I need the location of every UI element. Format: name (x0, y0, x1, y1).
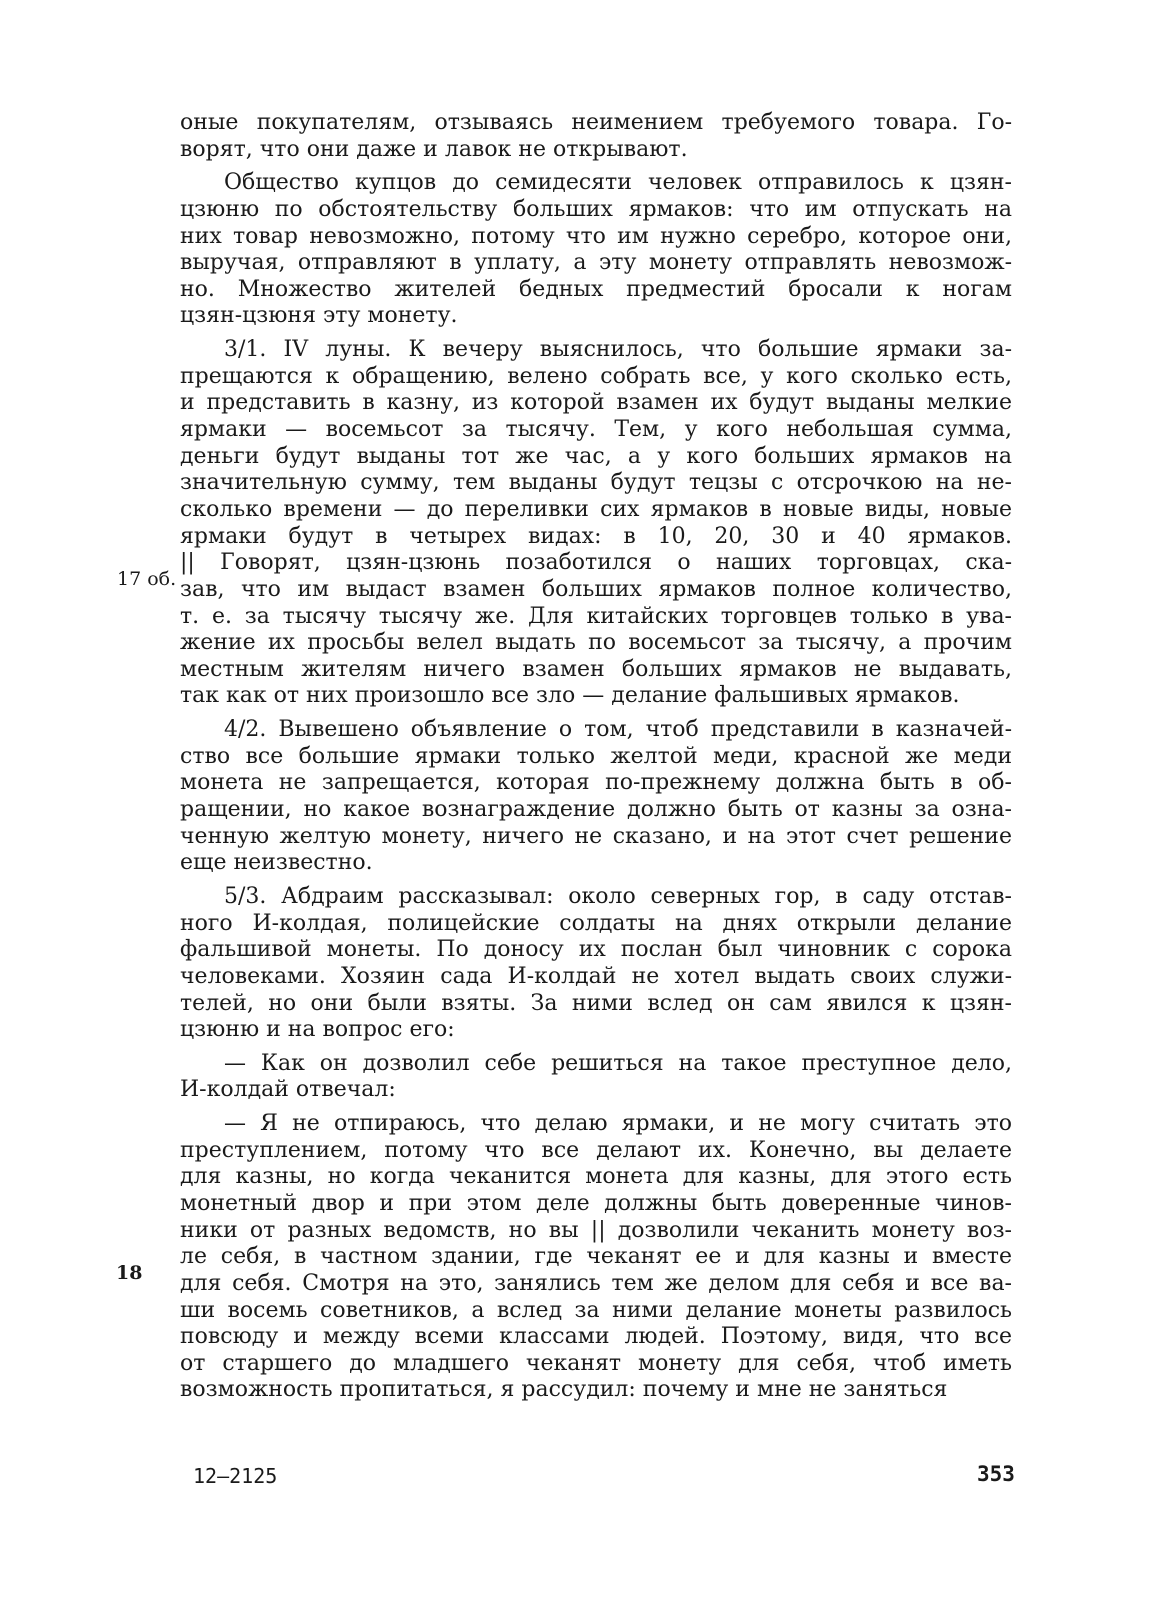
text-line: телей, но они были взяты. За ними вслед он сам явился к цзян- (180, 990, 1012, 1016)
text-line: ворят, что они даже и лавок не открывают. (180, 136, 688, 162)
text-line: зав, что им выдаст взамен больших ярмаков полное количество, (180, 576, 1012, 602)
text-line: деньги будут выданы тот же час, а у кого больших ярмаков на (180, 443, 1012, 469)
margin-note-17ob: 17 об. (117, 568, 177, 590)
text-line: них товар невозможно, потому что им нужно серебро, которое они, (180, 223, 1012, 249)
paragraph-gap (180, 877, 1012, 884)
paragraph (180, 337, 1012, 710)
text-line: т. е. за тысячу тысячу же. Для китайских торговцев только в ува- (180, 603, 1012, 629)
text-line: — Я не отпираюсь, что делаю ярмаки, и не могу считать это (224, 1111, 1012, 1137)
text-line: преступлением, потому что все делают их. Конечно, вы делаете (180, 1137, 1012, 1163)
text-line: сколько времени — до переливки сих ярмаков в новые виды, новые (180, 496, 1012, 522)
text-line: человеками. Хозяин сада И-колдай не хотел выдать своих служи- (180, 963, 1012, 989)
page-number: 353 (977, 1462, 1015, 1486)
paragraph-gap (180, 1044, 1012, 1051)
paragraph-gap (180, 1104, 1012, 1111)
text-line: местным жителям ничего взамен больших ярмаков не выдавать, (180, 656, 1012, 682)
margin-note-18: 18 (116, 1262, 143, 1284)
text-line: Общество купцов до семидесяти человек отправилось к цзян- (224, 170, 1012, 196)
text-line: значительную сумму, тем выданы будут тецзы с отсрочкою на не- (180, 470, 1012, 496)
text-line: 5/3. Абдраим рассказывал: около северных гор, в саду отстав- (224, 883, 1012, 909)
body-text (180, 110, 1012, 1404)
text-line: ного И-колдая, полицейские солдаты на днях открыли делание (180, 910, 1012, 936)
paragraph (180, 884, 1012, 1044)
text-line: ши восемь советников, а вслед за ними делание монеты развилось (180, 1297, 1012, 1323)
text-line: монетный двор и при этом деле должны быть доверенные чинов- (180, 1190, 1012, 1216)
text-line: ле себя, в частном здании, где чеканят ее и для казны и вместе (180, 1244, 1012, 1270)
paragraph-gap (180, 163, 1012, 170)
text-line: И-колдай отвечал: (180, 1077, 396, 1103)
paragraph (180, 1051, 1012, 1104)
text-line: повсюду и между всеми классами людей. Поэтому, видя, что все (180, 1324, 1012, 1350)
text-line: монета не запрещается, которая по-прежнему должна быть в об- (180, 770, 1012, 796)
text-line: ярмаки будут в четырех видах: в 10, 20, 30 и 40 ярмаков. (180, 523, 1012, 549)
text-line: ство все большие ярмаки только желтой меди, красной же меди (180, 743, 1012, 769)
text-line: возможность пропитаться, я рассудил: почему и мне не заняться (180, 1377, 948, 1403)
text-line: фальшивой монеты. По доносу их послан был чиновник с сорока (180, 937, 1012, 963)
text-line: выручая, отправляют в уплату, а эту монету отправлять невозмож- (180, 250, 1012, 276)
text-line: ярмаки — восемьсот за тысячу. Тем, у кого небольшая сумма, (180, 417, 1012, 443)
paragraph-gap (180, 710, 1012, 717)
text-line: для казны, но когда чеканится монета для казны, для этого есть (180, 1164, 1012, 1190)
paragraph (180, 170, 1012, 330)
text-line: но. Множество жителей бедных предместий бросали к ногам (180, 276, 1012, 302)
text-line: || Говорят, цзян-цзюнь позаботился о наших торговцах, ска- (180, 550, 1012, 576)
text-line: жение их просьбы велел выдать по восемьсот за тысячу, а прочим (180, 630, 1012, 656)
paragraph (180, 1111, 1012, 1404)
text-line: ращении, но какое вознаграждение должно быть от казны за озна- (180, 797, 1012, 823)
text-line: ченную желтую монету, ничего не сказано, и на этот счет решение (180, 823, 1012, 849)
text-line: 3/1. IV луны. К вечеру выяснилось, что большие ярмаки за- (224, 337, 1012, 363)
text-line: 4/2. Вывешено объявление о том, чтоб представили в казначей- (224, 717, 1012, 743)
text-line: — Как он дозволил себе решиться на такое преступное дело, (224, 1050, 1012, 1076)
text-line: от старшего до младшего чеканят монету для себя, чтоб иметь (180, 1350, 1012, 1376)
text-line: для себя. Смотря на это, занялись тем же делом для себя и все ва- (180, 1270, 1012, 1296)
text-line: цзюню по обстоятельству больших ярмаков: что им отпускать на (180, 196, 1012, 222)
text-line: так как от них произошло все зло — делание фальшивых ярмаков. (180, 683, 960, 709)
text-line: прещаются к обращению, велено собрать все, у кого сколько есть, (180, 363, 1012, 389)
text-line: цзян-цзюня эту монету. (180, 303, 458, 329)
text-line: оные покупателям, отзываясь неимением требуемого товара. Го- (180, 110, 1012, 135)
text-line: ники от разных ведомств, но вы || дозволили чеканить монету воз- (180, 1217, 1012, 1243)
signature-mark: 12—2125 (193, 1464, 278, 1488)
paragraph (180, 717, 1012, 877)
paragraph-gap (180, 330, 1012, 337)
text-line: и представить в казну, из которой взамен их будут выданы мелкие (180, 390, 1012, 416)
paragraph (180, 110, 1012, 163)
text-line: цзюню и на вопрос его: (180, 1017, 455, 1043)
text-line: еще неизвестно. (180, 850, 373, 876)
